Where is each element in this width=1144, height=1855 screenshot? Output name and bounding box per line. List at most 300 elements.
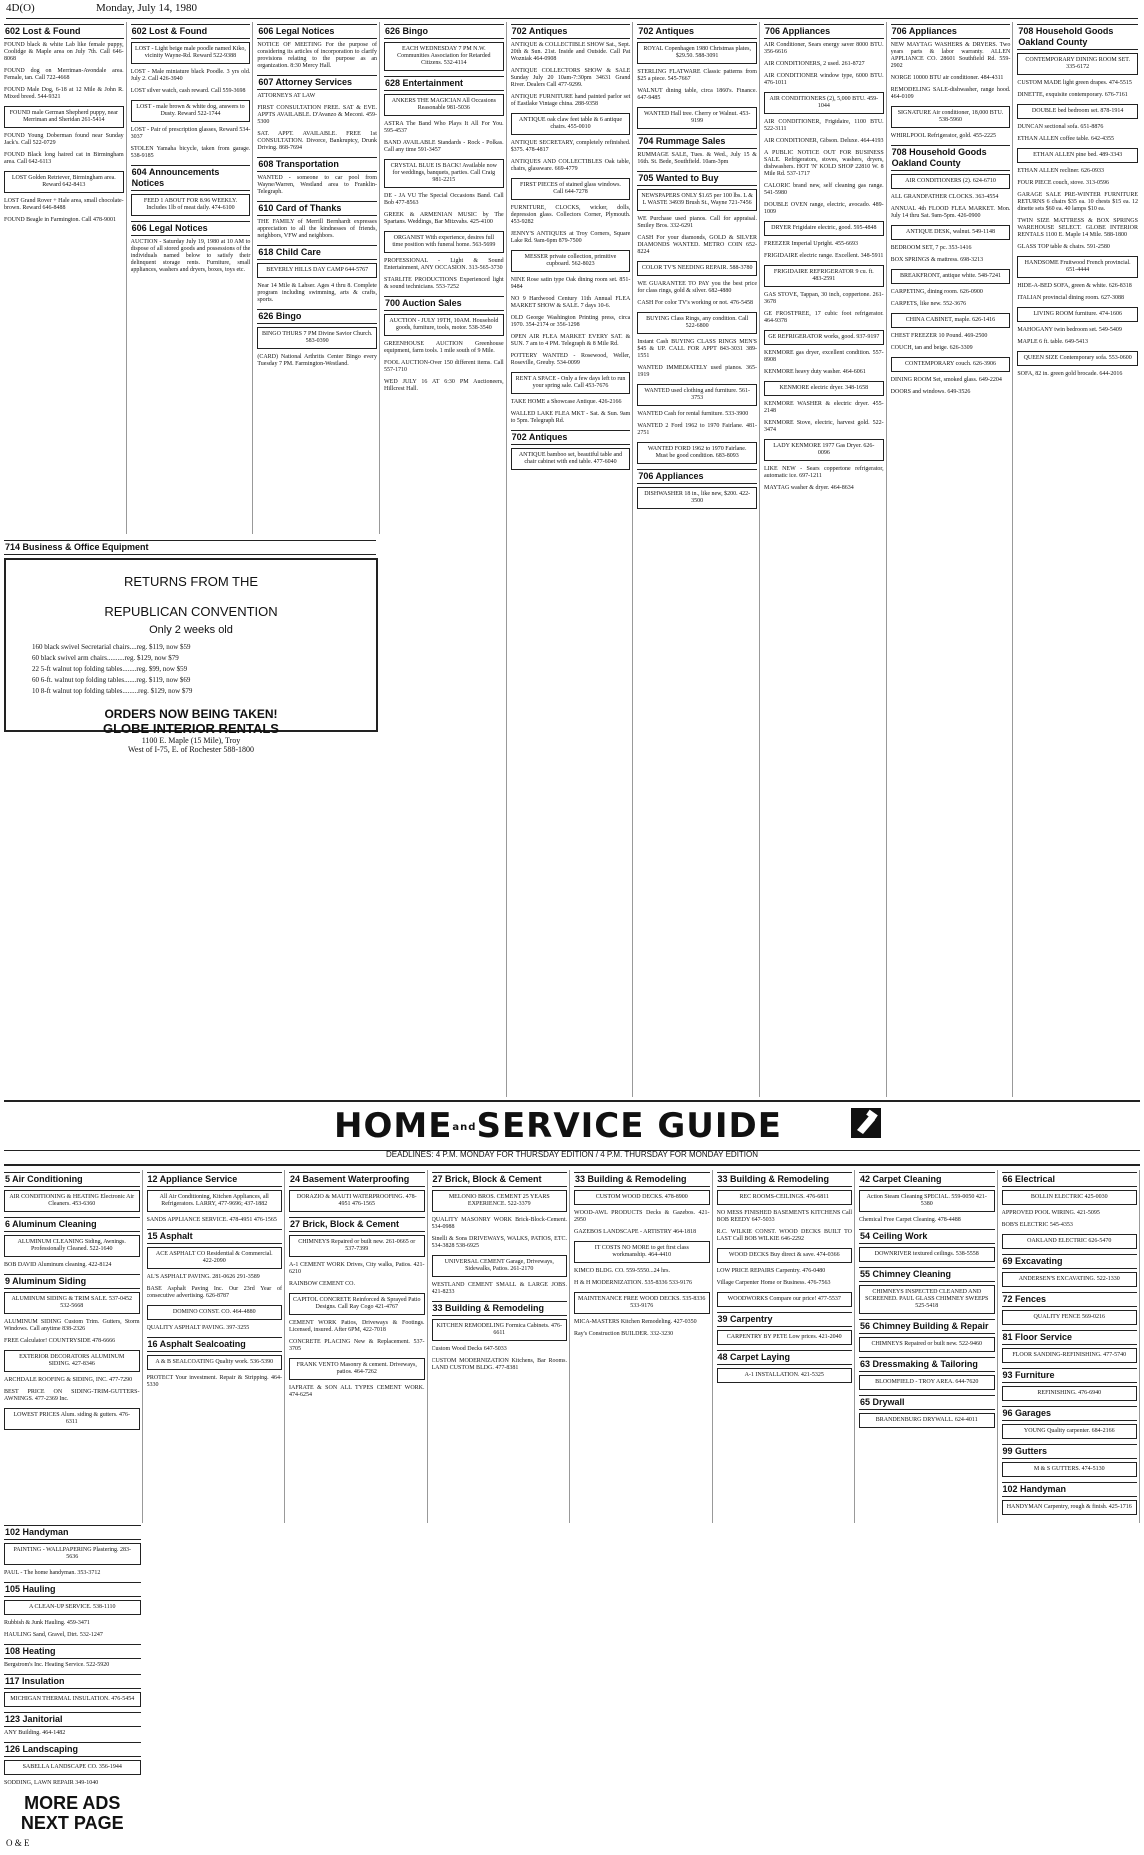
classified-ad: SAT. APPT. AVAILABLE. FREE 1st CONSULTATION. Divorce, Bankruptcy, Drunk Driving. 868-7694 [257,131,377,151]
classified-ad: ANY Building. 464-1482 [4,1729,66,1736]
classified-ad: ETHAN ALLEN coffee table. 642-4355 [1017,136,1115,142]
classified-ad: Bergstrom's Inc. Heating Service. 522-5920 [4,1661,110,1668]
classified-ad: REFINISHING. 476-6940 [1002,1386,1138,1401]
classified-ad: AUCTION - JULY 19TH, 10AM. Household goods, furniture, tools, motor. 538-3540 [384,314,504,336]
classified-ad: NEWSPAPERS ONLY $1.65 per 100 lbs. L & L WASTE 34939 Brush St., Wayne 721-7456 [637,189,757,211]
section-heading: 93 Furniture [1002,1368,1138,1383]
section-heading: 702 Antiques [511,24,631,39]
classified-ad: CASH For color TV's working or not. 476-5458 [637,300,753,306]
classified-ad: WOOD DECKS Buy direct & save. 474-0366 [717,1248,853,1263]
classified-ad: WANTED 2 Ford 1962 to 1970 Fairlane. 481-2751 [637,423,757,436]
classified-ad: Action Steam Cleaning SPECIAL. 559-0050 421-5380 [859,1190,995,1212]
classified-ad: STOLEN Yamaha bicycle, taken from garage. 538-9185 [130,146,251,159]
classified-ad: TAKE HOME a Showcase Antique. 426-2166 [510,399,622,405]
section-heading: 626 Bingo [257,309,377,324]
classified-ad: CUSTOM WOOD DECKS. 478-8900 [574,1190,710,1205]
classified-ad: FOUND Beagle in Farmington. Call 478-9001 [4,217,116,223]
classified-ad: GREEK & ARMENIAN MUSIC by The Spartans. Weddings, Bar Mitzvahs. 425-4100 [383,212,504,225]
globe-order: ORDERS NOW BEING TAKEN! [104,707,278,721]
classified-ad: CARPETING, dining room. 626-0900 [890,289,983,295]
section-heading: 24 Basement Waterproofing [289,1172,425,1187]
classified-ad: CARPENTRY BY PETE Low prices. 421-2040 [717,1330,853,1345]
classified-ad: GAZEBOS LANDSCAPE - ARTISTRY 464-1818 [574,1229,697,1235]
classified-ad: CHEST FREEZER 10 Pound. 469-2500 [890,333,988,339]
classified-ad: FREEZER Imperial Upright. 455-6693 [763,241,858,247]
globe-item: 60 black swivel arm chairs..........reg. $129, now $79 [32,654,179,662]
classified-ad: CRYSTAL BLUE IS BACK! Available now for weddings, banquets, parties. Call Craig 981-2215 [384,159,504,188]
section-heading: 702 Antiques [511,430,631,445]
section-heading: 702 Antiques [637,24,757,39]
classified-ad: ANTIQUE DESK, walnut. 549-1148 [891,225,1011,240]
classified-ad: FRIGIDAIRE REFRIGERATOR 9 cu. ft. 483-2591 [764,265,884,287]
classified-ad: ETHAN ALLEN pine bed. 489-3343 [1017,148,1138,163]
deadlines: DEADLINES: 4 P.M. MONDAY FOR THURSDAY EDITION / 4 P.M. THURSDAY FOR MONDAY EDITION [4,1150,1140,1166]
classified-ad: GARAGE SALE PRE-WINTER FURNITURE RETURNS 6 chairs $35 ea. 10 chests $15 ea. 12 dinette sets $60 ea. 40 lamps $10 ea. [1017,192,1138,212]
classified-ad: CONTEMPORARY couch. 626-3906 [891,357,1011,372]
service-guide-columns [4,1170,1140,1835]
classified-ad: AIR CONDITIONERS (2), 5,000 BTU. 459-1044 [764,92,884,114]
section-heading: 16 Asphalt Sealcoating [147,1337,283,1352]
section-heading: 606 Legal Notices [257,24,377,39]
classified-ad: WESTLAND CEMENT SMALL & LARGE JOBS. 421-8233 [431,1282,567,1295]
home-service-guide-banner [4,1100,1140,1151]
classified-column [511,22,634,1097]
classified-ad: WANTED IMMEDIATELY used pianos. 365-1919 [637,365,757,378]
classified-ad: A & B SEALCOATING Quality work. 536-5390 [147,1355,283,1370]
classified-ad: ASTRA The Band Who Plays It All For You. 595-4537 [383,121,504,134]
classified-ad: FOUND Young Doberman found near Sunday Jack's. Call 522-0729 [4,133,124,146]
classified-ad: BOX SPRINGS & mattress. 698-3213 [890,257,984,263]
section-heading: 15 Asphalt [147,1229,283,1244]
classified-column [1002,1170,1141,1523]
classified-ad: WANTED Hall tree. Cherry or Walnut. 453-9199 [637,107,757,129]
classified-column [432,1170,571,1523]
classified-ad: RUMMAGE SALE, Tues. & Wed., July 15 & 16th. St. Bede, Southfield. 10am-3pm [637,152,757,165]
classified-ad: R.C. WILKIE CONST. WOOD DECKS BUILT TO LAST Call BOB WILKIE 646-2292 [716,1229,852,1242]
classified-ad: DE - JA VU The Special Occasions Band. Call Bob 477-8563 [383,193,504,206]
classified-ad: BASE Asphalt Paving Inc. Our 23rd Year of consecutive advertising. 626-8787 [146,1286,282,1299]
classified-ad: KENMORE Stove, electric, harvest gold. 522-3474 [763,420,884,433]
classified-ad: FRANK VENTO Masonry & cement. Driveways, patios. 464-7262 [289,1358,425,1380]
classified-ad: COUCH, tan and beige. 626-3309 [890,345,973,351]
classified-ad: AIR Conditioner, Sears energy saver 8000 BTU. 356-6616 [763,42,884,55]
classified-ad: SOFA, 82 in. green gold brocade. 644-2016 [1017,371,1123,377]
classified-ad: KIMCO BLDG. CO. 559-5550...24 hrs. [574,1268,670,1274]
classified-ad: DISHWASHER 18 in., like new, $200. 422-3500 [637,487,757,509]
classified-ad: ATTORNEYS AT LAW [257,93,316,99]
globe-interior-rentals-ad [4,558,378,754]
section-heading: 39 Carpentry [717,1312,853,1327]
classified-ad: FEED 1 ABOUT FOR 8.96 WEEKLY. Includes 1lb of meat daily. 474-6100 [131,194,251,216]
classified-ad: IAFRATE & SON ALL TYPES CEMENT WORK. 474-6254 [289,1385,425,1398]
section-heading: 81 Floor Service [1002,1330,1138,1345]
classified-column [4,1523,143,1836]
page-date: Monday, July 14, 1980 [96,2,198,14]
classified-ad: AL'S ASPHALT PAVING. 281-0626 291-3589 [146,1274,260,1280]
classified-ad: DRYER Frigidaire electric, good. 595-4848 [764,221,884,236]
section-heading: 704 Rummage Sales [637,134,757,149]
classified-ad: MICHIGAN THERMAL INSULATION. 476-5454 [4,1692,141,1707]
banner-service: SERVICE GUIDE [476,1106,782,1146]
classified-ad: OPEN AIR FLEA MARKET EVERY SAT. & SUN. 7 am to 4 PM. Telegraph & 8 Mile Rd. [510,334,631,347]
classified-ad: KENMORE WASHER & electric dryer. 455-2148 [763,401,884,414]
classified-ad: WALLED LAKE FLEA MKT - Sat. & Sun. 9am to 5pm. Telegraph Rd. [510,411,631,424]
classified-ad: Near 14 Mile & Lahser. Ages 4 thru 8. Complete program including swimming, arts & crafts, sports. [257,283,377,303]
classified-ad: HIDE-A-BED SOFA, green & white. 626-8318 [1017,283,1132,289]
section-heading: 700 Auction Sales [384,296,504,311]
classified-ad: BEVERLY HILLS DAY CAMP 644-5767 [257,263,377,278]
classified-ad: LOST silver watch, cash reward. Call 559-3698 [130,88,246,94]
classified-ad: MAHOGANY twin bedroom set. 549-5409 [1017,327,1122,333]
globe-line1: RETURNS FROM THE [123,574,259,589]
section-heading: 27 Brick, Block & Cement [289,1217,425,1232]
classified-ad: LOST Grand Rover + Hale area, small chocolate-brown. Reward 646-8488 [4,198,124,211]
classified-column [891,22,1014,1097]
section-heading: 65 Drywall [859,1395,995,1410]
classified-column [764,22,887,1097]
classified-ad: FOUR PIECE couch, stove. 313-0596 [1017,180,1109,186]
section-heading: 48 Carpet Laying [717,1350,853,1365]
classified-ad: PAINTING - WALLPAPERING Plastering. 283-5636 [4,1543,141,1565]
banner-and: and [452,1122,477,1133]
classified-ad: QUALITY ASPHALT PAVING. 397-3255 [146,1325,250,1331]
classified-ad: NOTICE OF MEETING For the purpose of considering its articles of incorporation to clarify provisions relating to the purpose as an organization. 8:30 Mercy Hall. [257,42,377,69]
classified-ad: BLOOMFIELD - TROY AREA. 644-7620 [859,1375,995,1390]
section-heading: 33 Building & Remodeling [717,1172,853,1187]
globe-line2: REPUBLICAN CONVENTION [104,604,278,619]
classified-ad: Chemical Free Carpet Cleaning. 478-4488 [859,1217,961,1223]
classified-ad: ACE ASPHALT CO Residential & Commercial. 422-2090 [147,1247,283,1269]
classified-ad: ALUMINUM CLEANING Siding, Awnings. Professionally Cleaned. 522-1640 [4,1235,140,1257]
globe-addr1: 1100 E. Maple (15 Mile), Troy [141,736,241,745]
classified-ad: BUYING Class Rings, any condition. Call 522-6800 [637,312,757,334]
banner-title [334,1106,782,1146]
page-footer: O & E [6,1838,30,1848]
section-heading: 705 Wanted to Buy [637,171,757,186]
classified-ad: ITALIAN provincial dining room. 627-3088 [1017,295,1124,301]
classified-ad: MELONIO BROS. CEMENT 25 YEARS EXPERIENCE. 522-3379 [432,1190,568,1212]
classified-ad: KENMORE gas dryer, excellent condition. 557-8908 [763,350,884,363]
classified-ad: NO 9 Hardwood Century 11th Annual FLEA MARKET SHOW & SALE. 7 days 10-6. [510,296,631,309]
section-heading: 606 Legal Notices [131,221,251,236]
classified-ad: WED JULY 16 AT 6:30 PM Auctioneers, Hillcrest Hall. [383,379,504,392]
globe-item: 10 8-ft walnut top folding tables.........reg. $129, now $79 [32,687,193,695]
classified-ad: NEW MAYTAG WASHERS & DRYERS. Two years parts & labor warranty. ALLEN APPLIANCE CO. 28601 Southfield Rd. 559-2902 [890,42,1011,69]
classified-ad: RAINBOW CEMENT CO. [289,1281,355,1287]
classified-ad: LOST - Pair of prescription glasses, Reward 534-3037 [130,127,251,140]
classified-column [384,22,507,1097]
classified-ad: STERLING FLATWARE Classic patterns from $25 a piece. 545-7667 [637,69,757,82]
classified-ad: CHINA CABINET, maple. 626-1416 [891,313,1011,328]
classified-ad: DOMINO CONST. CO. 464-4880 [147,1305,283,1320]
classified-ad: Village Carpenter Home or Business. 476-7563 [716,1280,831,1286]
classified-ad: POTTERY WANTED - Rosewood, Weller, Roseville, Greuby. 534-0099 [510,353,631,366]
classified-ad: CUSTOM MODERNIZATION Kitchens, Bar Rooms. LAND CUSTOM BLDG. 477-8381 [431,1358,567,1371]
classified-ad: HAULING Sand, Gravel, Dirt. 532-1247 [4,1631,103,1638]
classified-ad: CUSTOM MADE light green drapes. 474-5515 [1017,80,1132,86]
classified-ad: QUALITY FENCE 569-0216 [1002,1310,1138,1325]
classified-column [289,1170,428,1523]
classified-ad: LOWEST PRICES Alum. siding & gutters. 476-6311 [4,1408,140,1430]
classified-ad: LADY KENMORE 1977 Gas Dryer. 626-0096 [764,439,884,461]
section-heading: 610 Card of Thanks [257,201,377,216]
classified-ad: FURNITURE, CLOCKS, wicker, dolls, depression glass. Collectors Corner, Plymouth. 453-9282 [510,205,631,225]
classified-ad: CAPITOL CONCRETE Reinforced & Sprayed Patio Designs. Call Ray Cogo 421-4767 [289,1293,425,1315]
classified-ad: GE REFRIGERATOR works, good. 937-9197 [764,330,884,345]
classified-ad: DINING ROOM Set, smoked glass. 649-2204 [890,377,1002,383]
classified-column [147,1170,286,1523]
classified-ad: DORAZIO & MAUTI WATERPROOFING. 478-4951 476-1565 [289,1190,425,1212]
hammer-hand-icon [849,1106,883,1140]
classified-ad: FREE Calculator! COUNTRYSIDE 478-6666 [4,1338,116,1344]
section-heading: 117 Insulation [4,1674,141,1689]
classified-ad: QUEEN SIZE Contemporary sofa. 553-0600 [1017,351,1138,366]
classified-ad: FOUND male German Shepherd puppy, near Merriman and Sheridan 261-5414 [4,106,124,128]
classified-ad: ROYAL Copenhagen 1980 Christmas plates, $29.50. 588-3091 [637,42,757,64]
classified-ad: COLOR TV'S NEEDING REPAIR. 588-3780 [637,261,757,276]
globe-name: GLOBE INTERIOR RENTALS [103,721,279,736]
classified-ad: A-1 INSTALLATION. 421-5325 [717,1368,853,1383]
section-heading: 72 Fences [1002,1292,1138,1307]
classified-ad: ORGANIST With experience, desires full time position with funeral home. 563-5699 [384,231,504,253]
classified-ad: ANNUAL 4th FLOOD FLEA MARKET. Mon. July 14 thru Sat. 9am-5pm. 426-0900 [890,206,1011,219]
section-heading: 126 Landscaping [4,1742,141,1757]
classified-ad: AIR CONDITIONERS, 2 used. 261-8727 [763,61,865,67]
section-heading: 123 Janitorial [4,1712,141,1727]
classified-ad: DOUBLE OVEN range, electric, avocado. 489-1009 [763,202,884,215]
classified-ad: ANTIQUES AND COLLECTIBLES Oak table, chairs, glassware. 669-4779 [510,159,631,172]
classified-ad: NINE Rose satin type Oak dining room set. 851-9484 [510,277,631,290]
classified-ad: DUNCAN sectional sofa. 651-8876 [1017,124,1104,130]
classified-ad: EXTERIOR DECORATORS ALUMINUM SIDING. 427-8346 [4,1350,140,1372]
classified-ad: AIR CONDITIONER window type, 6000 BTU. 476-1011 [763,73,884,86]
classified-ad: WOOD-AWL PRODUCTS Decks & Gazebos. 421-2950 [574,1210,710,1223]
section-heading: 626 Bingo [384,24,504,39]
classified-ad: SANDS APPLIANCE SERVICE. 478-4951 476-1565 [146,1217,277,1223]
section-heading: 102 Handyman [4,1525,141,1540]
page-number: 4D(O) [6,2,35,14]
classified-ad: LOW PRICE REPAIRS Carpentry. 476-0480 [716,1268,826,1274]
classified-ad: WE GUARANTEE TO PAY you the best price for class rings, gold & silver. 682-4880 [637,281,757,294]
globe-item: 22 5-ft walnut top folding tables........reg. $99, now $59 [32,665,188,673]
classified-ad: ANTIQUE oak claw feet table & 6 antique chairs. 455-0010 [511,113,631,135]
classified-ad: GREENHOUSE AUCTION Greenhouse equipment, farm tools. 1 mile south of 9 Mile. [383,341,504,354]
section-714-heading: 714 Business & Office Equipment [4,540,376,555]
classified-ad: Rubbish & Junk Hauling. 459-3471 [4,1619,90,1626]
section-heading: 607 Attorney Services [257,75,377,90]
classified-ad: FIRST PIECES of stained glass windows. Call 644-7278 [511,178,631,200]
classified-ad: MESSER private collection, primitive cupboard. 562-8023 [511,250,631,272]
classified-ad: CARPETS, like new. 552-3676 [890,301,967,307]
classified-ad: FOUND Male Dog, 6-18 at 12 Mile & John R. Mixed breed. 544-9321 [4,87,124,100]
section-heading: 708 Household Goods Oakland County [891,145,1011,171]
classified-column [574,1170,713,1523]
classified-ad: CALORIC brand new, self cleaning gas range. 541-5980 [763,183,884,196]
classified-ad: WANTED FORD 1962 to 1970 Fairlane. Must be good condition. 683-8093 [637,442,757,464]
section-heading: 628 Entertainment [384,76,504,91]
classified-column [637,22,760,1097]
classified-ad: OLD George Washington Printing press, circa 1970. 354-2174 or 356-1298 [510,315,631,328]
banner-home: HOME [334,1106,453,1146]
globe-item: 160 black swivel Secretarial chairs....reg. $119, now $59 [32,643,191,651]
classified-ad: WANTED used clothing and furniture. 561-3753 [637,384,757,406]
section-heading: 608 Transportation [257,157,377,172]
classified-ad: THE FAMILY of Merrill Bernhardt expresses appreciation to all the kindnesses of friends, neighbors, VFW and neighbors. [257,219,377,239]
section-heading: 708 Household Goods Oakland County [1017,24,1138,50]
classified-ad: BEDROOM SET, 7 pc. 353-1416 [890,245,972,251]
section-heading: 99 Gutters [1002,1444,1138,1459]
classified-ad: WANTED - someone to car pool from Wayne/Warren, Westland area to Franklin-Telegraph. [257,175,377,195]
classified-ad: WALNUT dining table, circa 1860's. Finance. 647-9485 [637,88,757,101]
classified-ad: BAND AVAILABLE Standards - Rock - Polkas. Call any time 591-3457 [383,140,504,153]
classified-ad: STARLITE PRODUCTIONS Experienced light & sound technicians. 553-7252 [383,277,504,290]
classified-ad: QUALITY MASONRY WORK Brick-Block-Cement. 534-0988 [431,1217,567,1230]
classified-ad: ANTIQUE FURNITURE hand painted parlor set of Eastlake Vintage china. 288-9358 [510,94,631,107]
classified-ad: WOODWORKS Compare our price! 477-5537 [717,1292,853,1307]
classified-ad: CONTEMPORARY DINING ROOM SET. 335-6172 [1017,53,1138,75]
classified-ad: Instant Cash BUYING CLASS RINGS MEN'S $45 & UP. CALL FOR APPT 843-3031 389-1551 [637,339,757,359]
section-heading: 706 Appliances [637,469,757,484]
section-heading: 33 Building & Remodeling [574,1172,710,1187]
classified-ad: ANTIQUE COLLECTORS SHOW & SALE Sunday July 20 10am-7:30pm 34631 Grand River. Dealers Call 477-9299. [510,68,631,88]
classified-ad: AIR CONDITIONER, Gibson. Deluxe. 464-4193 [763,138,884,144]
classified-ad: ALL GRANDFATHER CLOCKS. 363-4554 [890,194,999,200]
section-heading: 105 Hauling [4,1582,141,1597]
classified-ad: KENMORE heavy duty washer. 464-6061 [763,369,866,375]
classified-ad: RENT A SPACE - Only a few days left to run your spring sale. Call 453-7676 [511,372,631,394]
classified-ad: MAYTAG washer & dryer. 464-8634 [763,485,854,491]
classified-ad: BOB DAVID Aluminum cleaning. 422-8124 [4,1262,112,1268]
classified-ad: DOORS and windows. 649-3526 [890,389,971,395]
classified-column [257,22,380,534]
classified-ad: All Air Conditioning, Kitchen Appliances, all Refrigerators. LARRY, 477-9696; 437-1882 [147,1190,283,1212]
classified-ad: ETHAN ALLEN recliner. 626-0933 [1017,168,1104,174]
classified-ad: MICA-MASTERS Kitchen Remodeling. 427-0350 [574,1319,697,1325]
classified-ad: ALUMINUM SIDING Custom Trim. Gutters, Storm Windows. Call anytime 838-2326 [4,1319,140,1332]
classified-ad: AIR CONDITIONING & HEATING Electronic Air Cleaners. 453-6360 [4,1190,140,1212]
classified-ad: PROTECT Your investment. Repair & Stripping. 464-5330 [146,1375,282,1388]
classified-ad: WANTED Cash for rental furniture. 533-3900 [637,411,749,417]
classified-ad: CASH For your diamonds, GOLD & SILVER DIAMONDS WANTED. METRO COIN 652-8224 [637,235,757,255]
section-heading: 54 Ceiling Work [859,1229,995,1244]
classified-ad: EACH WEDNESDAY 7 PM N.W. Communities Association for Retarded Citizens. 532-4114 [384,42,504,71]
page-header [6,0,1138,19]
classified-column [859,1170,998,1523]
classified-ad: PROFESSIONAL - Light & Sound Entertainment, ANY OCCASION. 313-565-3730 [383,258,504,271]
classified-ad: ANKERS THE MAGICIAN All Occasions Reasonable 981-5036 [384,94,504,116]
classified-ad: GAS STOVE, Tappan, 30 inch, coppertone. 261-3678 [763,292,884,305]
classified-ad: BINGO THURS 7 PM Divine Savior Church. 583-0390 [257,327,377,349]
classified-ad: BOB'S ELECTRIC 545-4353 [1001,1222,1073,1228]
section-heading: 56 Chimney Building & Repair [859,1319,995,1334]
classified-ad: A PUBLIC NOTICE OUT FOR BUSINESS SALE. Refrigerators, stoves, washers, dryers, dishwashers. HOT 'N' KOLD SHOP 22810 W. 8 Mile Rd. 537-1717 [763,150,884,177]
classified-ad: FLOOR SANDING-REFINISHING. 477-5740 [1002,1348,1138,1363]
classified-ad: MAINTENANCE FREE WOOD DECKS. 535-8336 533-9176 [574,1292,710,1314]
classified-ad: BREAKFRONT, antique white. 548-7241 [891,269,1011,284]
section-heading: 602 Lost & Found [4,24,124,39]
classified-ad: KITCHEN REMODELING Formica Cabinets. 476-6611 [432,1319,568,1341]
section-heading: 33 Building & Remodeling [432,1301,568,1316]
section-heading: 96 Garages [1002,1406,1138,1421]
classified-ad: YOUNG Quality carpenter. 684-2166 [1002,1424,1138,1439]
section-heading: 42 Carpet Cleaning [859,1172,995,1187]
classified-ad: ARCHDALE ROOFING & SIDING, INC. 477-7290 [4,1377,133,1383]
classified-ad: MAPLE 6 ft. table. 649-5413 [1017,339,1088,345]
globe-addr2: West of I-75, E. of Rochester 588-1800 [128,745,254,754]
classified-column [131,22,254,534]
section-heading: 9 Aluminum Siding [4,1274,140,1289]
section-heading: 108 Heating [4,1644,141,1659]
section-heading: 102 Handyman [1002,1482,1138,1497]
classified-ad: APPROVED POOL WIRING. 421-5095 [1001,1210,1100,1216]
classified-ad: H & H MODERNIZATION. 535-8336 533-9176 [574,1280,692,1286]
classified-ad: AIR CONDITIONER, Frigidaire, 1100 BTU. 522-3111 [763,119,884,132]
classified-ad: LOST Golden Retriever, Birmingham area. Reward 642-8413 [4,171,124,193]
classified-ad: REMODELING SALE-dishwasher, range hood. 464-0109 [890,87,1011,100]
classified-ad: LOST - Light beige male poodle named Kiko, vicinity Wayne-Rd. Reward 522-9388 [131,42,251,64]
section-heading: 55 Chimney Cleaning [859,1267,995,1282]
section-heading: 618 Child Care [257,245,377,260]
globe-line3: Only 2 weeks old [149,624,233,636]
classified-ad: SIGNATURE Air conditioner, 18,000 BTU. 538-5960 [891,106,1011,128]
classified-ad: Sinelli & Sons DRIVEWAYS, WALKS, PATIOS, ETC. 534-3828 538-6925 [431,1236,567,1249]
classified-ad: LIVING ROOM furniture. 474-1606 [1017,307,1138,322]
globe-item: 60 6-ft. walnut top folding tables.......reg. $119, now $69 [32,676,191,684]
classified-ad: FOUND black & white Lab like female puppy, Coolidge & Maple area on July 7th. Call 646-8068 [4,42,124,62]
classified-ad: CHIMNEYS Repaired or built new. 522-9460 [859,1337,995,1352]
section-heading: 69 Excavating [1002,1254,1138,1269]
classified-ad: ANTIQUE & COLLECTIBLE SHOW Sat., Sept. 20th & Sun. 21st. Inside and Outside. Call Pat Wozniak 464-0908 [510,42,631,62]
classified-ad: BRANDENBURG DRYWALL. 624-4011 [859,1413,995,1428]
section-heading: 5 Air Conditioning [4,1172,140,1187]
classified-ad: ANTIQUE SECRETARY, completely refinished. $375. 478-4817 [510,140,631,153]
classified-ad: DOWNRIVER textured ceilings. 538-5558 [859,1247,995,1262]
classified-ad: Ray's Construction BUILDER. 332-3230 [574,1331,674,1337]
section-heading: 66 Electrical [1002,1172,1138,1187]
classified-ad: M & S GUTTERS. 474-5130 [1002,1462,1138,1477]
classified-ad: BOLLIN ELECTRIC 425-0030 [1002,1190,1138,1205]
classified-ad: IT COSTS NO MORE to get first class workmanship. 464-4410 [574,1241,710,1263]
classified-ad: FRIGIDAIRE electric range. Excellent. 348-5911 [763,253,884,259]
classified-ad: ALUMINUM SIDING & TRIM SALE. 537-0452 532-5668 [4,1292,140,1314]
classified-ad: JENNY'S ANTIQUES at Troy Corners, Square Lake Rd. 9am-6pm 879-7500 [510,231,631,244]
classified-ad: WHIRLPOOL Refrigerator, gold. 455-2225 [890,133,997,139]
classified-ad: TWIN SIZE MATTRESS & BOX SPRINGS WAREHOUSE SELECT. GLOBE INTERIOR RENTALS 1100 E. Maple 14 Mile. 588-1800 [1017,218,1138,238]
section-heading: 6 Aluminum Cleaning [4,1217,140,1232]
classified-ad: HANDYMAN Carpentry, rough & finish. 425-1716 [1002,1500,1138,1515]
classified-ad: LIKE NEW - Sears coppertone refrigerator, automatic ice. 697-1211 [763,466,884,479]
classified-ad: KENMORE electric dryer. 348-1658 [764,381,884,396]
classified-ad: PAUL - The home handyman. 353-3712 [4,1569,101,1576]
classified-ad: REC ROOMS-CEILINGS. 476-6811 [717,1190,853,1205]
classified-ad: BEST PRICE ON SIDING-TRIM-GUTTERS-AWNINGS. 477-2369 Inc. [4,1389,140,1402]
classified-column [4,1170,143,1523]
classified-column [4,22,127,534]
more-ads-note: MORE ADS NEXT PAGE [20,1792,124,1833]
classified-ad: FOUND Black long haired cat in Birmingham area. Call 642-6113 [4,152,124,165]
classified-ad: NO MESS FINISHED BASEMENTS KITCHENS Call BOB REEDY 647-5033 [716,1210,852,1223]
section-heading: 63 Dressmaking & Tailoring [859,1357,995,1372]
classified-column [1017,22,1140,1097]
classified-ad: FOUND dog on Merriman-Avondale area. Female, tan. Call 722-4668 [4,68,124,81]
classified-ad: CEMENT WORK Patios, Driveways & Footings. Licensed, insured. After 6PM, 422-7018 [289,1320,425,1333]
classified-ad: DINETTE, exquisite contemporary. 676-7161 [1017,92,1128,98]
classified-ad: Custom Wood Decks 647-5033 [431,1346,507,1352]
classified-ad: SABELLA LANDSCAPE CO. 356-1944 [4,1760,141,1775]
section-heading: 706 Appliances [891,24,1011,39]
classified-ad: A-1 CEMENT WORK Drives, City walks, Patios. 421-6210 [289,1262,425,1275]
classified-ad: AUCTION - Saturday July 19, 1980 at 10 AM to dispose of all stored goods and possessions of the individuals named below to satisfy their delinquent storage rents. Furniture, small appliances, washers and dryers, boxes, toys etc. [130,239,251,273]
